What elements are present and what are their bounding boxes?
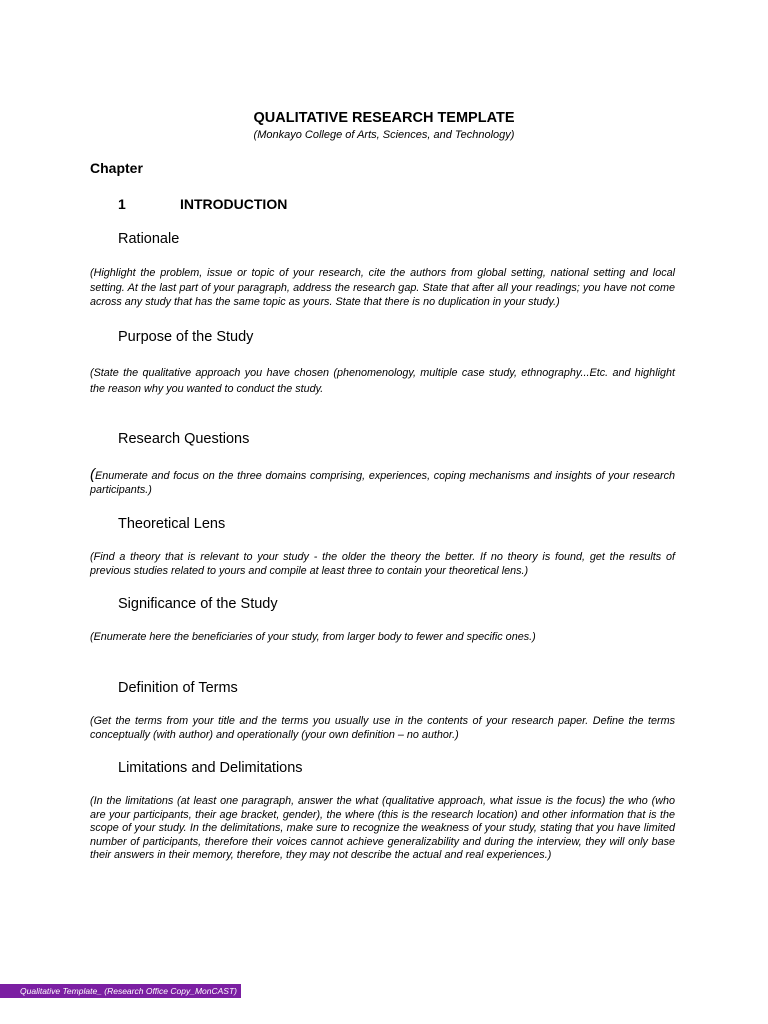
- section-note-significance: (Enumerate here the beneficiaries of your study, from larger body to fewer and specific ones.): [90, 631, 536, 643]
- chapter-title: INTRODUCTION: [180, 196, 288, 212]
- section-heading-purpose: Purpose of the Study: [118, 329, 254, 345]
- section-note-research-questions: [90, 468, 675, 497]
- open-paren: (: [90, 466, 95, 483]
- section-note-rationale: (Highlight the problem, issue or topic of your research, cite the authors from global setting, national setting and local setting. At the last part of your paragraph, address the research gap. State that after all your readings; you have not come across any study that has the same topic as yours. State that there is no duplication in your study.): [90, 267, 675, 308]
- section-note-research-questions-text: Enumerate and focus on the three domains comprising, experiences, coping mechanisms and insights of your research participants.): [90, 470, 675, 496]
- page-subtitle: (Monkayo College of Arts, Sciences, and Technology): [253, 129, 515, 141]
- footer-bar: Qualitative Template_ (Research Office Copy_MonCAST): [0, 984, 241, 998]
- section-note-theoretical-lens: (Find a theory that is relevant to your study - the older the theory the better. If no theory is found, get the results of previous studies related to yours and compile at least three to contain your theoretical lens.): [90, 551, 675, 577]
- section-heading-rationale: Rationale: [118, 231, 180, 247]
- section-heading-limitations: Limitations and Delimitations: [118, 760, 303, 776]
- section-heading-significance: Significance of the Study: [118, 596, 278, 612]
- section-note-purpose: (State the qualitative approach you have chosen (phenomenology, multiple case study, ethnography...Etc. and highlight the reason why you wanted to conduct the study.: [90, 367, 675, 395]
- page-title: QUALITATIVE RESEARCH TEMPLATE: [253, 110, 515, 126]
- section-heading-definition: Definition of Terms: [118, 680, 238, 696]
- chapter-label: Chapter: [90, 160, 143, 176]
- section-note-limitations: (In the limitations (at least one paragraph, answer the what (qualitative approach, what issue is the focus) the who (who are your participants, their age bracket, gender), the where (this is the research location) and other information that is the scope of your study. In the delimitations, make sure to recognize the weakness of your study, stating that you have limited number of participants, therefore their voices cannot achieve generalizability and during the interview, they will only base their answers in their memory, therefore, they may not describe the actual and real experiences.): [90, 795, 675, 861]
- section-heading-theoretical-lens: Theoretical Lens: [118, 516, 226, 532]
- section-heading-research-questions: Research Questions: [118, 431, 250, 447]
- section-note-definition: (Get the terms from your title and the terms you usually use in the contents of your research paper. Define the terms conceptually (with author) and operationally (your own definition – no author.): [90, 715, 675, 741]
- chapter-number: 1: [118, 196, 126, 212]
